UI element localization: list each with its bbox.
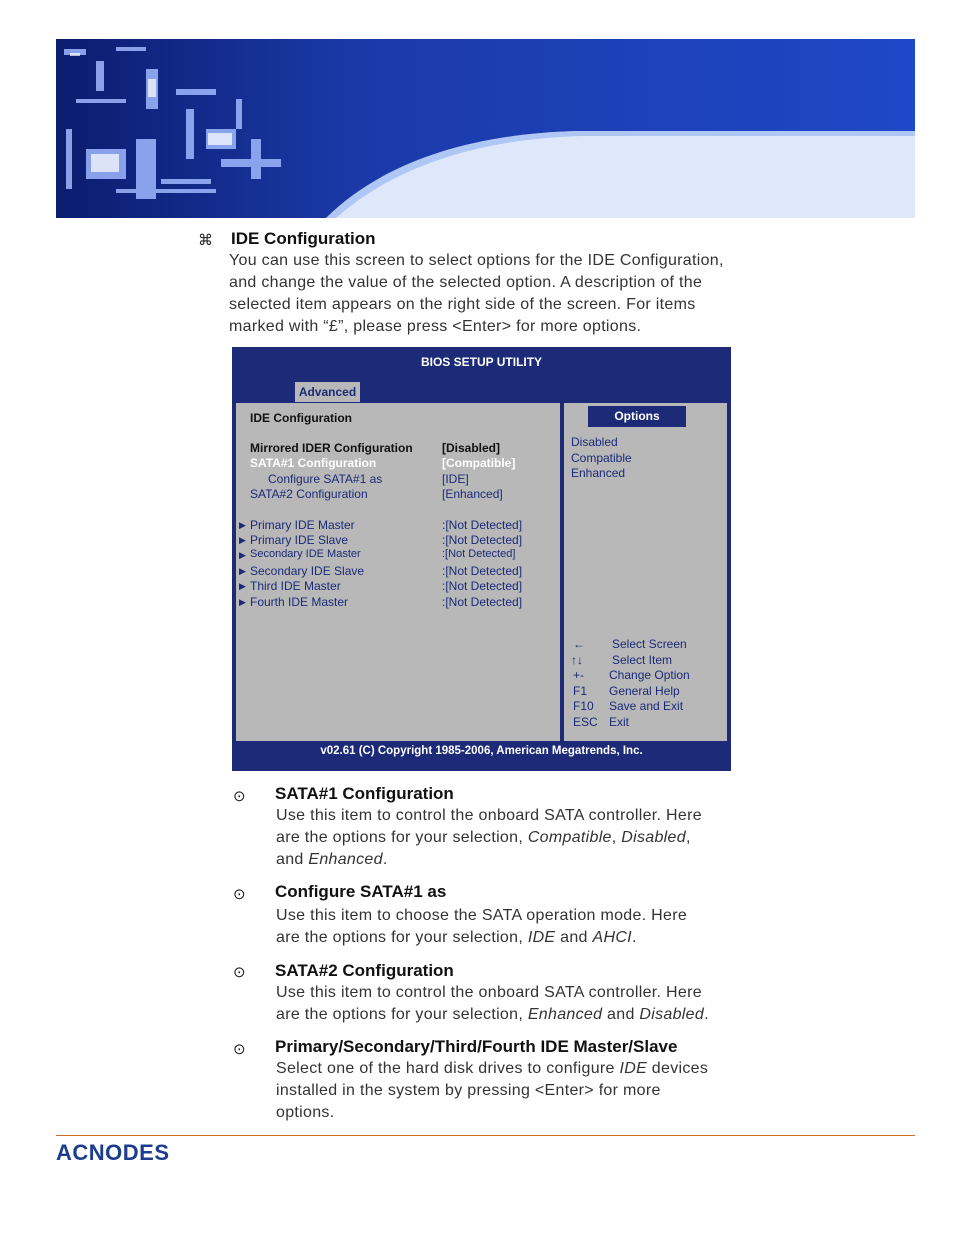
section-bullet: ⌘ — [198, 232, 213, 249]
key-description: Exit — [609, 715, 630, 729]
item-bullet-icon: ⊙ — [233, 886, 246, 903]
key-up-down-arrow-icon: ↑↓ — [571, 653, 583, 667]
key-f10: F10 — [573, 699, 594, 713]
bios-device-label[interactable]: Third IDE Master — [250, 579, 341, 593]
key-description: General Help — [609, 684, 680, 698]
bios-section-title: IDE Configuration — [250, 411, 352, 425]
item-line: Use this item to choose the SATA operation mode. Here — [276, 907, 688, 924]
item-line: are the options for your selection, Compatible, Disabled, — [276, 829, 691, 846]
bios-device-label[interactable]: Fourth IDE Master — [250, 595, 349, 609]
bios-device-value: :[Not Detected] — [442, 564, 523, 578]
option-item[interactable]: Enhanced — [571, 466, 626, 480]
item-line: options. — [276, 1104, 335, 1121]
options-header: Options — [588, 406, 686, 427]
bios-title: BIOS SETUP UTILITY — [420, 355, 543, 369]
item-line: installed in the system by pressing <Enter> for more — [276, 1082, 661, 1099]
bios-device-label[interactable]: Secondary IDE Slave — [250, 564, 365, 578]
item-bullet-icon: ⊙ — [233, 964, 246, 981]
bios-device-label[interactable]: Secondary IDE Master — [250, 548, 361, 560]
bios-device-value: :[Not Detected] — [442, 548, 516, 560]
intro-line: You can use this screen to select options for the IDE Configuration, — [229, 252, 724, 269]
key-f1: F1 — [573, 684, 588, 698]
intro-paragraph — [229, 250, 724, 338]
bios-copyright: v02.61 (C) Copyright 1985-2006, American Megatrends, Inc. — [320, 745, 643, 757]
key-esc: ESC — [573, 715, 598, 729]
submenu-arrow-icon: ▶ — [239, 535, 246, 545]
bios-row-value[interactable]: [Disabled] — [442, 441, 501, 455]
bios-main-pane — [236, 403, 560, 741]
bios-device-label[interactable]: Primary IDE Slave — [250, 533, 349, 547]
bios-device-value: :[Not Detected] — [442, 533, 523, 547]
item-bullet-icon: ⊙ — [233, 788, 246, 805]
bios-help-pane — [564, 403, 727, 741]
item-line: Use this item to control the onboard SATA controller. Here — [276, 807, 702, 824]
intro-line: marked with “£”, please press <Enter> for more options. — [229, 318, 642, 335]
submenu-arrow-icon: ▶ — [239, 581, 246, 591]
bios-screen — [232, 347, 731, 771]
bios-device-value: :[Not Detected] — [442, 595, 523, 609]
item-title: SATA#1 Configuration — [275, 784, 454, 803]
bios-row-label[interactable]: Mirrored IDER Configuration — [250, 441, 413, 455]
bios-row-label-selected[interactable]: SATA#1 Configuration — [250, 456, 377, 470]
submenu-arrow-icon: ▶ — [239, 566, 246, 576]
item-bullet-icon: ⊙ — [233, 1041, 246, 1058]
key-description: Select Screen — [612, 637, 687, 651]
submenu-arrow-icon: ▶ — [239, 520, 246, 530]
bios-row-value[interactable]: [Enhanced] — [442, 487, 503, 501]
bios-row-label[interactable]: SATA#2 Configuration — [250, 487, 368, 501]
item-paragraph — [276, 982, 709, 1026]
section-title: IDE Configuration — [231, 229, 376, 248]
item-title: SATA#2 Configuration — [275, 961, 454, 980]
bios-device-value: :[Not Detected] — [442, 518, 523, 532]
key-left-arrow-icon: ← — [573, 637, 585, 651]
item-line: and Enhanced. — [276, 851, 388, 868]
bios-device-label[interactable]: Primary IDE Master — [250, 518, 355, 532]
key-description: Save and Exit — [609, 699, 684, 713]
item-paragraph — [276, 1058, 708, 1124]
key-description: Change Option — [609, 668, 690, 682]
key-plus-minus: +- — [573, 668, 585, 682]
circuit-board-image — [56, 39, 915, 218]
item-title: Primary/Secondary/Third/Fourth IDE Master/Slave — [275, 1037, 678, 1056]
footer-divider — [56, 1135, 915, 1136]
item-line: are the options for your selection, IDE and AHCI. — [276, 929, 637, 946]
header-banner — [56, 39, 915, 218]
option-item[interactable]: Disabled — [571, 435, 618, 449]
option-item[interactable]: Compatible — [571, 451, 632, 465]
tab-advanced[interactable]: Advanced — [295, 382, 360, 402]
acnodes-logo: ACNODES — [56, 1140, 170, 1165]
item-title: Configure SATA#1 as — [275, 882, 447, 901]
bios-row-label[interactable]: Configure SATA#1 as — [268, 472, 383, 486]
bios-row-value-selected[interactable]: [Compatible] — [442, 456, 516, 470]
key-description: Select Item — [612, 653, 673, 667]
item-line: Select one of the hard disk drives to configure IDE devices — [276, 1060, 709, 1077]
submenu-arrow-icon: ▶ — [239, 597, 246, 607]
bios-row-value[interactable]: [IDE] — [442, 472, 469, 486]
item-paragraph — [276, 805, 702, 871]
intro-line: and change the value of the selected option. A description of the — [229, 274, 703, 291]
item-paragraph — [276, 905, 687, 949]
item-line: Use this item to control the onboard SATA controller. Here — [276, 984, 702, 1001]
bios-device-value: :[Not Detected] — [442, 579, 523, 593]
submenu-arrow-icon: ▶ — [239, 550, 246, 560]
intro-line: selected item appears on the right side of the screen. For items — [229, 296, 696, 313]
item-line: are the options for your selection, Enhanced and Disabled. — [276, 1006, 709, 1023]
